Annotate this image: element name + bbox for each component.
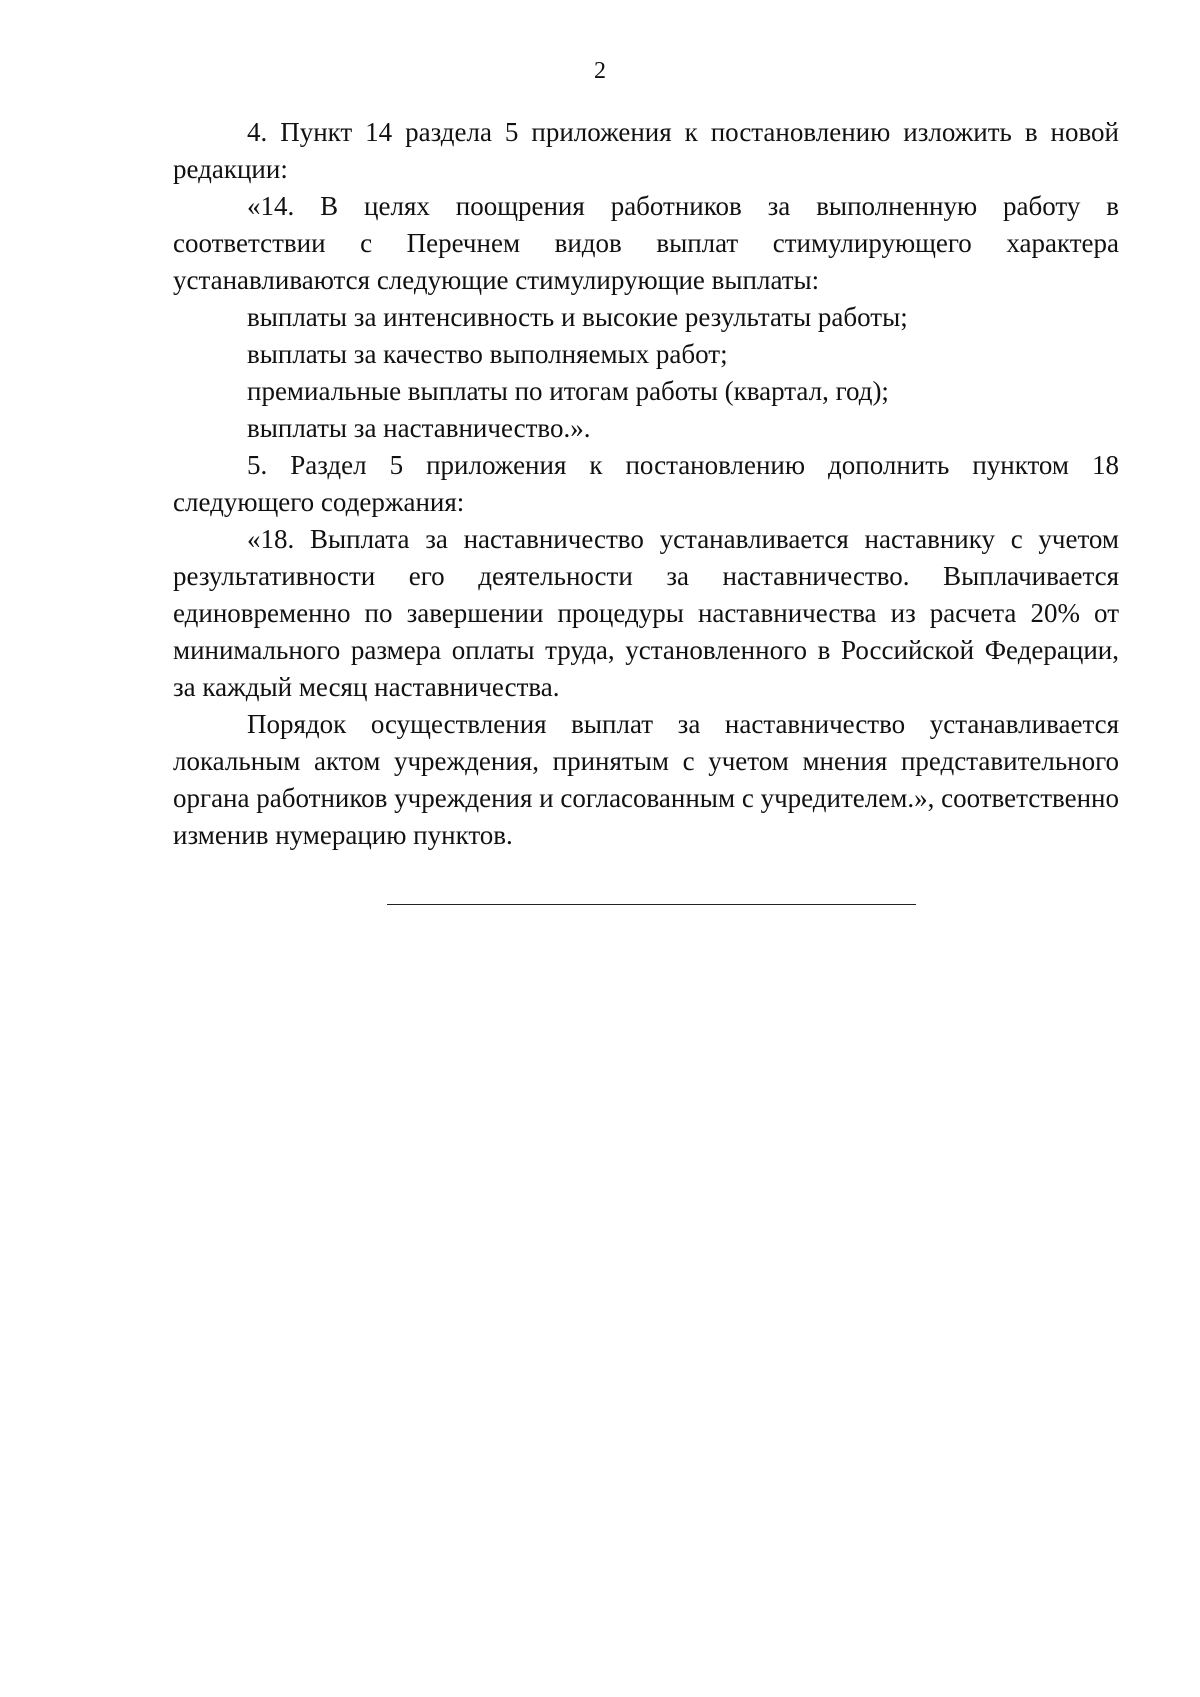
paragraph-procedure: Порядок осуществления выплат за наставничество устанавливается локальным актом учреждения, принятым с учетом мнения представительного органа работников учреждения и согласованным с учредителем.», соответственно изменив нумерацию пунктов. <box>173 709 1119 850</box>
paragraph-item-4: 4. Пункт 14 раздела 5 приложения к постановлению изложить в новой редакции: <box>173 117 1119 184</box>
paragraph-clause-14: «14. В целях поощрения работников за выполненную работу в соответствии с Перечнем видов выплат стимулирующего характера устанавливаются следующие стимулирующие выплаты: <box>173 191 1119 295</box>
document-body <box>173 114 1119 854</box>
paragraph-item-5: 5. Раздел 5 приложения к постановлению дополнить пунктом 18 следующего содержания: <box>173 450 1119 517</box>
list-item-quality-payments: выплаты за качество выполняемых работ; <box>247 339 728 369</box>
end-separator-line <box>387 904 916 905</box>
list-item-mentoring-payments: выплаты за наставничество.». <box>247 413 591 443</box>
page-number: 2 <box>594 58 606 84</box>
list-item-intensity-payments: выплаты за интенсивность и высокие результаты работы; <box>247 302 908 332</box>
list-item-bonus-payments: премиальные выплаты по итогам работы (квартал, год); <box>247 376 889 406</box>
paragraph-clause-18: «18. Выплата за наставничество устанавливается наставнику с учетом результативности его деятельности за наставничество. Выплачивается единовременно по завершении процедуры наставничества из расчета 20% от минимального размера оплаты труда, установленного в Российской Федерации, за каждый месяц наставничества. <box>173 524 1119 702</box>
